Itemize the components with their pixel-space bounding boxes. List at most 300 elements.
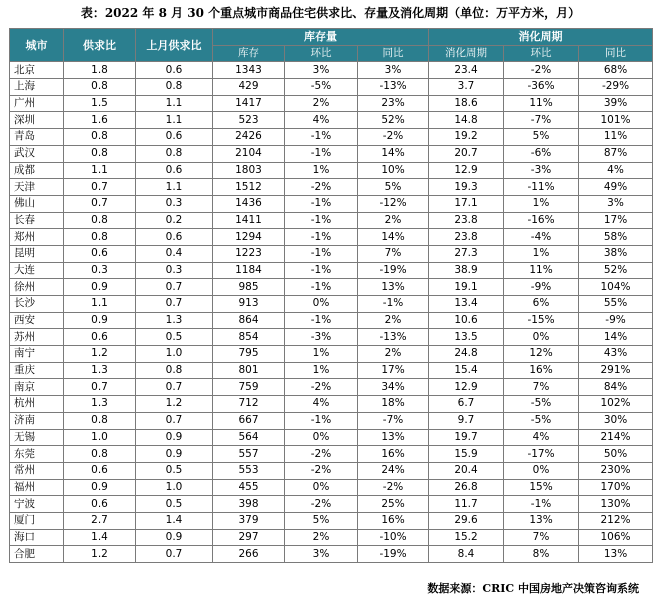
cell-cycle-yoy: 214% [579, 429, 653, 446]
cell-inventory: 557 [213, 446, 285, 463]
cell-ratio: 0.8 [64, 412, 136, 429]
cell-cycle-mom: 0% [504, 462, 579, 479]
cell-last-ratio: 1.4 [136, 512, 213, 529]
cell-city: 佛山 [10, 195, 64, 212]
cell-cycle-yoy: 39% [579, 95, 653, 112]
cell-cycle: 38.9 [429, 262, 504, 279]
cell-last-ratio: 1.1 [136, 95, 213, 112]
cell-last-ratio: 0.9 [136, 529, 213, 546]
cell-cycle-yoy: 38% [579, 245, 653, 262]
cell-last-ratio: 0.4 [136, 245, 213, 262]
header-inventory-yoy: 同比 [358, 45, 429, 62]
cell-city: 郑州 [10, 229, 64, 246]
header-city: 城市 [10, 29, 64, 62]
cell-cycle: 15.9 [429, 446, 504, 463]
cell-ratio: 0.8 [64, 145, 136, 162]
cell-inventory: 712 [213, 396, 285, 413]
table-row [10, 479, 653, 496]
cell-cycle: 23.4 [429, 62, 504, 79]
header-cycle-yoy: 同比 [579, 45, 653, 62]
cell-last-ratio: 0.6 [136, 62, 213, 79]
cell-cycle-yoy: 49% [579, 179, 653, 196]
cell-city: 徐州 [10, 279, 64, 296]
cell-cycle-yoy: 101% [579, 112, 653, 129]
cell-inventory-yoy: -2% [358, 479, 429, 496]
cell-inventory-mom: 0% [285, 429, 358, 446]
cell-cycle-mom: -1% [504, 496, 579, 513]
cell-cycle-mom: 16% [504, 362, 579, 379]
cell-cycle: 11.7 [429, 496, 504, 513]
cell-inventory-yoy: 13% [358, 279, 429, 296]
cell-cycle-mom: 13% [504, 512, 579, 529]
cell-cycle-mom: 11% [504, 262, 579, 279]
cell-last-ratio: 0.2 [136, 212, 213, 229]
header-last-ratio: 上月供求比 [136, 29, 213, 62]
cell-cycle-mom: -36% [504, 79, 579, 96]
table-row [10, 512, 653, 529]
cell-inventory-mom: -2% [285, 379, 358, 396]
cell-cycle: 10.6 [429, 312, 504, 329]
cell-inventory: 1184 [213, 262, 285, 279]
table-row [10, 462, 653, 479]
cell-cycle: 26.8 [429, 479, 504, 496]
cell-inventory-mom: -5% [285, 79, 358, 96]
cell-inventory: 1411 [213, 212, 285, 229]
cell-city: 厦门 [10, 512, 64, 529]
table-row [10, 62, 653, 79]
cell-cycle: 12.9 [429, 379, 504, 396]
cell-cycle: 8.4 [429, 546, 504, 563]
cell-ratio: 2.7 [64, 512, 136, 529]
cell-cycle-yoy: 84% [579, 379, 653, 396]
cell-last-ratio: 0.3 [136, 262, 213, 279]
cell-last-ratio: 0.5 [136, 462, 213, 479]
data-source-note: 数据来源：CRIC 中国房地产决策咨询系统 [427, 582, 639, 595]
header-inventory-mom: 环比 [285, 45, 358, 62]
cell-ratio: 0.7 [64, 179, 136, 196]
cell-last-ratio: 1.3 [136, 312, 213, 329]
cell-inventory-yoy: 16% [358, 446, 429, 463]
cell-ratio: 1.0 [64, 429, 136, 446]
cell-inventory: 913 [213, 296, 285, 313]
cell-cycle-mom: -17% [504, 446, 579, 463]
cell-last-ratio: 0.7 [136, 412, 213, 429]
cell-ratio: 1.2 [64, 546, 136, 563]
table-row [10, 396, 653, 413]
cell-cycle: 23.8 [429, 229, 504, 246]
cell-cycle-mom: 5% [504, 129, 579, 146]
cell-cycle-mom: 6% [504, 296, 579, 313]
cell-inventory: 1436 [213, 195, 285, 212]
table-row [10, 312, 653, 329]
cell-inventory: 564 [213, 429, 285, 446]
cell-cycle-mom: -11% [504, 179, 579, 196]
cell-city: 武汉 [10, 145, 64, 162]
cell-last-ratio: 0.6 [136, 129, 213, 146]
cell-city: 广州 [10, 95, 64, 112]
cell-city: 昆明 [10, 245, 64, 262]
table-row [10, 296, 653, 313]
table-row [10, 429, 653, 446]
cell-inventory: 2104 [213, 145, 285, 162]
cell-last-ratio: 1.0 [136, 346, 213, 363]
cell-ratio: 1.6 [64, 112, 136, 129]
cell-city: 杭州 [10, 396, 64, 413]
cell-inventory-mom: -2% [285, 446, 358, 463]
table-row [10, 95, 653, 112]
cell-cycle: 19.1 [429, 279, 504, 296]
cell-inventory-mom: -1% [285, 412, 358, 429]
cell-inventory-mom: -1% [285, 262, 358, 279]
cell-inventory-yoy: 10% [358, 162, 429, 179]
cell-last-ratio: 1.2 [136, 396, 213, 413]
table-row [10, 162, 653, 179]
cell-cycle-yoy: 68% [579, 62, 653, 79]
cell-inventory-mom: -1% [285, 145, 358, 162]
cell-inventory-yoy: -10% [358, 529, 429, 546]
cell-city: 苏州 [10, 329, 64, 346]
cell-cycle-mom: -2% [504, 62, 579, 79]
cell-cycle-mom: -6% [504, 145, 579, 162]
cell-city: 无锡 [10, 429, 64, 446]
cell-inventory-mom: -1% [285, 229, 358, 246]
cell-ratio: 0.6 [64, 496, 136, 513]
cell-cycle-yoy: 87% [579, 145, 653, 162]
cell-ratio: 1.2 [64, 346, 136, 363]
table-row [10, 245, 653, 262]
table-row [10, 446, 653, 463]
cell-inventory: 429 [213, 79, 285, 96]
cell-ratio: 1.3 [64, 396, 136, 413]
cell-inventory-yoy: 14% [358, 229, 429, 246]
cell-cycle-yoy: 50% [579, 446, 653, 463]
cell-inventory-mom: 2% [285, 529, 358, 546]
cell-city: 天津 [10, 179, 64, 196]
table-row [10, 279, 653, 296]
cell-inventory-mom: 1% [285, 362, 358, 379]
cell-last-ratio: 0.7 [136, 296, 213, 313]
cell-cycle: 13.4 [429, 296, 504, 313]
cell-cycle-mom: -15% [504, 312, 579, 329]
cell-inventory: 667 [213, 412, 285, 429]
cell-ratio: 1.3 [64, 362, 136, 379]
cell-inventory-mom: 4% [285, 396, 358, 413]
cell-cycle: 14.8 [429, 112, 504, 129]
cell-cycle-yoy: 13% [579, 546, 653, 563]
cell-cycle-mom: 7% [504, 379, 579, 396]
cell-inventory: 864 [213, 312, 285, 329]
cell-cycle: 18.6 [429, 95, 504, 112]
cell-inventory-mom: -1% [285, 195, 358, 212]
cell-ratio: 0.6 [64, 462, 136, 479]
cell-inventory-yoy: 34% [358, 379, 429, 396]
cell-inventory: 854 [213, 329, 285, 346]
table-row [10, 179, 653, 196]
cell-inventory: 266 [213, 546, 285, 563]
cell-inventory-yoy: -19% [358, 262, 429, 279]
cell-cycle-mom: -3% [504, 162, 579, 179]
cell-ratio: 0.3 [64, 262, 136, 279]
cell-cycle-yoy: 52% [579, 262, 653, 279]
header-cycle-group: 消化周期 [429, 29, 653, 46]
cell-inventory-mom: 5% [285, 512, 358, 529]
cell-inventory-mom: -1% [285, 312, 358, 329]
cell-cycle: 15.4 [429, 362, 504, 379]
table-row [10, 79, 653, 96]
cell-cycle-yoy: 55% [579, 296, 653, 313]
cell-inventory-yoy: 7% [358, 245, 429, 262]
cell-cycle-yoy: 3% [579, 195, 653, 212]
cell-inventory-mom: -2% [285, 462, 358, 479]
table-row [10, 379, 653, 396]
cell-ratio: 0.9 [64, 312, 136, 329]
cell-inventory-mom: 1% [285, 346, 358, 363]
supply-demand-table [9, 28, 653, 563]
cell-inventory: 801 [213, 362, 285, 379]
cell-city: 合肥 [10, 546, 64, 563]
cell-inventory: 455 [213, 479, 285, 496]
cell-ratio: 0.9 [64, 479, 136, 496]
cell-ratio: 1.1 [64, 296, 136, 313]
cell-last-ratio: 0.5 [136, 329, 213, 346]
cell-cycle-mom: -16% [504, 212, 579, 229]
cell-inventory: 1223 [213, 245, 285, 262]
cell-city: 长春 [10, 212, 64, 229]
cell-inventory-yoy: -13% [358, 329, 429, 346]
cell-city: 常州 [10, 462, 64, 479]
table-row [10, 546, 653, 563]
cell-ratio: 1.8 [64, 62, 136, 79]
cell-inventory-yoy: 52% [358, 112, 429, 129]
cell-cycle-mom: -5% [504, 412, 579, 429]
cell-cycle: 15.2 [429, 529, 504, 546]
cell-cycle: 3.7 [429, 79, 504, 96]
cell-cycle: 12.9 [429, 162, 504, 179]
cell-cycle-mom: 0% [504, 329, 579, 346]
table-row [10, 112, 653, 129]
cell-cycle-yoy: 30% [579, 412, 653, 429]
cell-cycle-yoy: 43% [579, 346, 653, 363]
table-title: 表：2022 年 8 月 30 个重点城市商品住宅供求比、存量及消化周期（单位：万平方米，月） [80, 6, 581, 20]
cell-inventory-yoy: 16% [358, 512, 429, 529]
cell-city: 长沙 [10, 296, 64, 313]
cell-last-ratio: 0.3 [136, 195, 213, 212]
header-cycle-mom: 环比 [504, 45, 579, 62]
cell-inventory-yoy: 25% [358, 496, 429, 513]
cell-city: 重庆 [10, 362, 64, 379]
cell-inventory-mom: -1% [285, 245, 358, 262]
cell-inventory: 1417 [213, 95, 285, 112]
cell-inventory-yoy: -19% [358, 546, 429, 563]
cell-last-ratio: 0.9 [136, 446, 213, 463]
cell-last-ratio: 0.8 [136, 362, 213, 379]
cell-inventory-mom: 0% [285, 296, 358, 313]
cell-last-ratio: 1.0 [136, 479, 213, 496]
cell-last-ratio: 0.9 [136, 429, 213, 446]
cell-inventory-yoy: -13% [358, 79, 429, 96]
cell-cycle: 29.6 [429, 512, 504, 529]
cell-last-ratio: 0.6 [136, 229, 213, 246]
cell-cycle-yoy: 102% [579, 396, 653, 413]
cell-ratio: 0.8 [64, 79, 136, 96]
cell-cycle-yoy: -9% [579, 312, 653, 329]
cell-cycle-yoy: 14% [579, 329, 653, 346]
cell-last-ratio: 1.1 [136, 112, 213, 129]
cell-cycle-mom: 1% [504, 195, 579, 212]
cell-cycle-yoy: 11% [579, 129, 653, 146]
cell-last-ratio: 0.8 [136, 145, 213, 162]
cell-cycle-yoy: 106% [579, 529, 653, 546]
cell-ratio: 0.6 [64, 329, 136, 346]
cell-inventory: 1803 [213, 162, 285, 179]
table-row [10, 362, 653, 379]
cell-inventory-mom: -3% [285, 329, 358, 346]
cell-last-ratio: 1.1 [136, 179, 213, 196]
cell-city: 南宁 [10, 346, 64, 363]
cell-inventory: 2426 [213, 129, 285, 146]
cell-last-ratio: 0.6 [136, 162, 213, 179]
cell-last-ratio: 0.8 [136, 79, 213, 96]
cell-ratio: 0.8 [64, 212, 136, 229]
cell-last-ratio: 0.5 [136, 496, 213, 513]
cell-inventory-yoy: 5% [358, 179, 429, 196]
table-row [10, 212, 653, 229]
cell-ratio: 1.5 [64, 95, 136, 112]
cell-inventory-mom: 0% [285, 479, 358, 496]
table-row [10, 529, 653, 546]
cell-city: 深圳 [10, 112, 64, 129]
cell-cycle: 20.4 [429, 462, 504, 479]
cell-inventory: 297 [213, 529, 285, 546]
cell-inventory-mom: -1% [285, 129, 358, 146]
cell-inventory-mom: 2% [285, 95, 358, 112]
table-row [10, 346, 653, 363]
cell-cycle-yoy: 230% [579, 462, 653, 479]
cell-city: 福州 [10, 479, 64, 496]
cell-cycle-mom: -7% [504, 112, 579, 129]
cell-inventory-yoy: 3% [358, 62, 429, 79]
cell-ratio: 0.7 [64, 195, 136, 212]
cell-ratio: 1.1 [64, 162, 136, 179]
cell-cycle-yoy: 104% [579, 279, 653, 296]
cell-inventory-yoy: -12% [358, 195, 429, 212]
cell-inventory-yoy: 23% [358, 95, 429, 112]
cell-cycle-mom: 8% [504, 546, 579, 563]
cell-city: 大连 [10, 262, 64, 279]
cell-inventory: 795 [213, 346, 285, 363]
cell-cycle-yoy: 170% [579, 479, 653, 496]
cell-cycle: 6.7 [429, 396, 504, 413]
cell-inventory: 553 [213, 462, 285, 479]
cell-cycle-yoy: 4% [579, 162, 653, 179]
table-row [10, 329, 653, 346]
cell-inventory-mom: 4% [285, 112, 358, 129]
cell-cycle-yoy: 291% [579, 362, 653, 379]
table-row [10, 496, 653, 513]
cell-inventory-mom: -2% [285, 496, 358, 513]
cell-cycle: 20.7 [429, 145, 504, 162]
cell-city: 宁波 [10, 496, 64, 513]
cell-ratio: 0.9 [64, 279, 136, 296]
table-row [10, 145, 653, 162]
cell-ratio: 0.6 [64, 245, 136, 262]
cell-inventory: 1512 [213, 179, 285, 196]
cell-inventory: 523 [213, 112, 285, 129]
cell-inventory-mom: 1% [285, 162, 358, 179]
cell-inventory-mom: -1% [285, 279, 358, 296]
cell-cycle: 19.3 [429, 179, 504, 196]
cell-ratio: 0.8 [64, 446, 136, 463]
cell-last-ratio: 0.7 [136, 546, 213, 563]
table-row [10, 412, 653, 429]
cell-inventory-yoy: -1% [358, 296, 429, 313]
cell-ratio: 1.4 [64, 529, 136, 546]
cell-cycle-mom: 15% [504, 479, 579, 496]
cell-cycle: 17.1 [429, 195, 504, 212]
table-body [10, 62, 653, 563]
cell-inventory-yoy: 2% [358, 346, 429, 363]
cell-cycle: 27.3 [429, 245, 504, 262]
cell-cycle: 9.7 [429, 412, 504, 429]
cell-cycle-mom: -4% [504, 229, 579, 246]
cell-inventory-mom: 3% [285, 546, 358, 563]
cell-city: 南京 [10, 379, 64, 396]
cell-cycle-mom: 7% [504, 529, 579, 546]
cell-cycle: 24.8 [429, 346, 504, 363]
cell-inventory-yoy: -7% [358, 412, 429, 429]
cell-city: 北京 [10, 62, 64, 79]
header-inventory: 库存 [213, 45, 285, 62]
cell-cycle-yoy: 58% [579, 229, 653, 246]
cell-inventory: 1294 [213, 229, 285, 246]
header-cycle: 消化周期 [429, 45, 504, 62]
cell-city: 西安 [10, 312, 64, 329]
cell-city: 成都 [10, 162, 64, 179]
cell-city: 海口 [10, 529, 64, 546]
table-row [10, 129, 653, 146]
cell-cycle-mom: 12% [504, 346, 579, 363]
cell-cycle-yoy: 17% [579, 212, 653, 229]
cell-inventory: 985 [213, 279, 285, 296]
cell-cycle: 19.2 [429, 129, 504, 146]
cell-last-ratio: 0.7 [136, 379, 213, 396]
cell-inventory: 1343 [213, 62, 285, 79]
cell-cycle-mom: 1% [504, 245, 579, 262]
cell-cycle-yoy: 212% [579, 512, 653, 529]
cell-inventory: 759 [213, 379, 285, 396]
cell-inventory-yoy: -2% [358, 129, 429, 146]
cell-city: 济南 [10, 412, 64, 429]
cell-city: 上海 [10, 79, 64, 96]
cell-inventory-yoy: 14% [358, 145, 429, 162]
cell-ratio: 0.8 [64, 229, 136, 246]
cell-inventory: 379 [213, 512, 285, 529]
header-inventory-group: 库存量 [213, 29, 429, 46]
table-row [10, 229, 653, 246]
cell-inventory-yoy: 2% [358, 212, 429, 229]
cell-inventory-yoy: 24% [358, 462, 429, 479]
cell-cycle-mom: 4% [504, 429, 579, 446]
cell-inventory-yoy: 2% [358, 312, 429, 329]
table-row [10, 195, 653, 212]
cell-inventory-yoy: 18% [358, 396, 429, 413]
cell-cycle-mom: 11% [504, 95, 579, 112]
cell-ratio: 0.8 [64, 129, 136, 146]
cell-cycle: 13.5 [429, 329, 504, 346]
cell-last-ratio: 0.7 [136, 279, 213, 296]
cell-inventory: 398 [213, 496, 285, 513]
cell-cycle: 19.7 [429, 429, 504, 446]
